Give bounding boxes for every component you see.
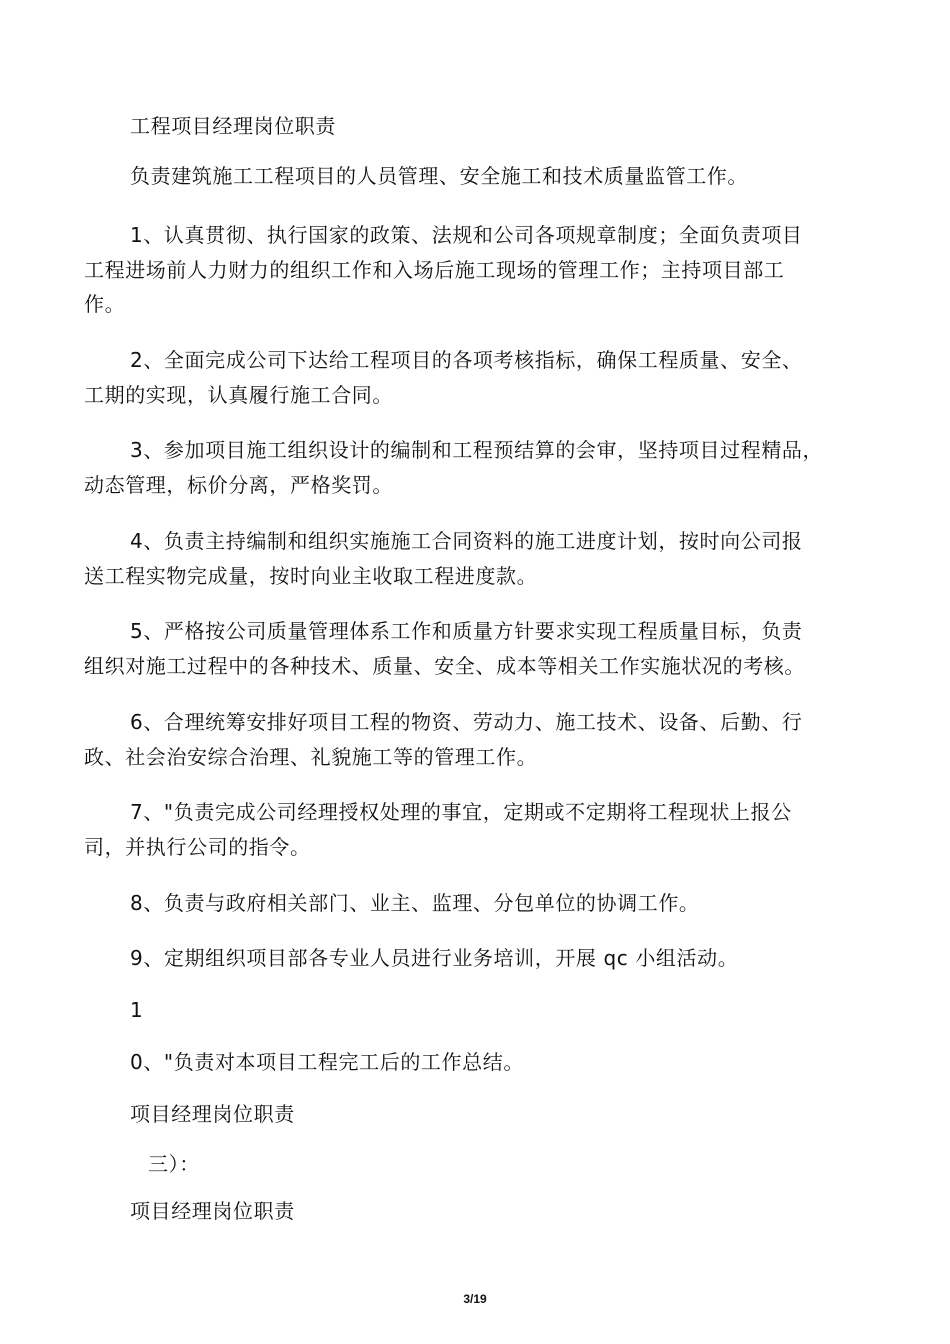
section-heading: 项目经理岗位职责 — [130, 1102, 295, 1126]
duty-item-line: 1、认真贯彻、执行国家的政策、法规和公司各项规章制度；全面负责项目 — [130, 223, 803, 247]
duty-item-line: 4、负责主持编制和组织实施施工合同资料的施工进度计划，按时向公司报 — [130, 529, 803, 553]
duty-item-line: 政、社会治安综合治理、礼貌施工等的管理工作。 — [84, 745, 538, 769]
duty-item-line: 送工程实物完成量，按时向业主收取工程进度款。 — [84, 564, 538, 588]
duty-item-line: 工期的实现，认真履行施工合同。 — [84, 383, 393, 407]
duty-item-line: 作。 — [84, 292, 126, 316]
duty-item-line: 3、参加项目施工组织设计的编制和工程预结算的会审，坚持项目过程精品， — [130, 438, 824, 462]
duty-item-line: 0、"负责对本项目工程完工后的工作总结。 — [130, 1050, 524, 1074]
intro-paragraph: 负责建筑施工工程项目的人员管理、安全施工和技术质量监管工作。 — [130, 164, 748, 188]
duty-item-line: 1 — [130, 998, 144, 1022]
duty-item-line: 7、"负责完成公司经理授权处理的事宜，定期或不定期将工程现状上报公 — [130, 800, 792, 824]
section-heading: 项目经理岗位职责 — [130, 1199, 295, 1223]
duty-item-line: 8、负责与政府相关部门、业主、监理、分包单位的协调工作。 — [130, 891, 700, 915]
duty-item-line: 组织对施工过程中的各种技术、质量、安全、成本等相关工作实施状况的考核。 — [84, 654, 805, 678]
duty-item-line: 9、定期组织项目部各专业人员进行业务培训，开展 qc 小组活动。 — [130, 946, 739, 970]
duty-item-line: 工程进场前人力财力的组织工作和入场后施工现场的管理工作；主持项目部工 — [84, 258, 785, 282]
duty-item-line: 司，并执行公司的指令。 — [84, 835, 311, 859]
duty-item-line: 动态管理，标价分离，严格奖罚。 — [84, 473, 393, 497]
section-marker: 三）： — [148, 1152, 200, 1176]
page-number: 3/19 — [463, 1292, 487, 1306]
duty-item-line: 2、全面完成公司下达给工程项目的各项考核指标，确保工程质量、安全、 — [130, 348, 803, 372]
duty-item-line: 5、严格按公司质量管理体系工作和质量方针要求实现工程质量目标，负责 — [130, 619, 803, 643]
duty-item-line: 6、合理统筹安排好项目工程的物资、劳动力、施工技术、设备、后勤、行 — [130, 710, 803, 734]
document-title: 工程项目经理岗位职责 — [130, 114, 336, 138]
